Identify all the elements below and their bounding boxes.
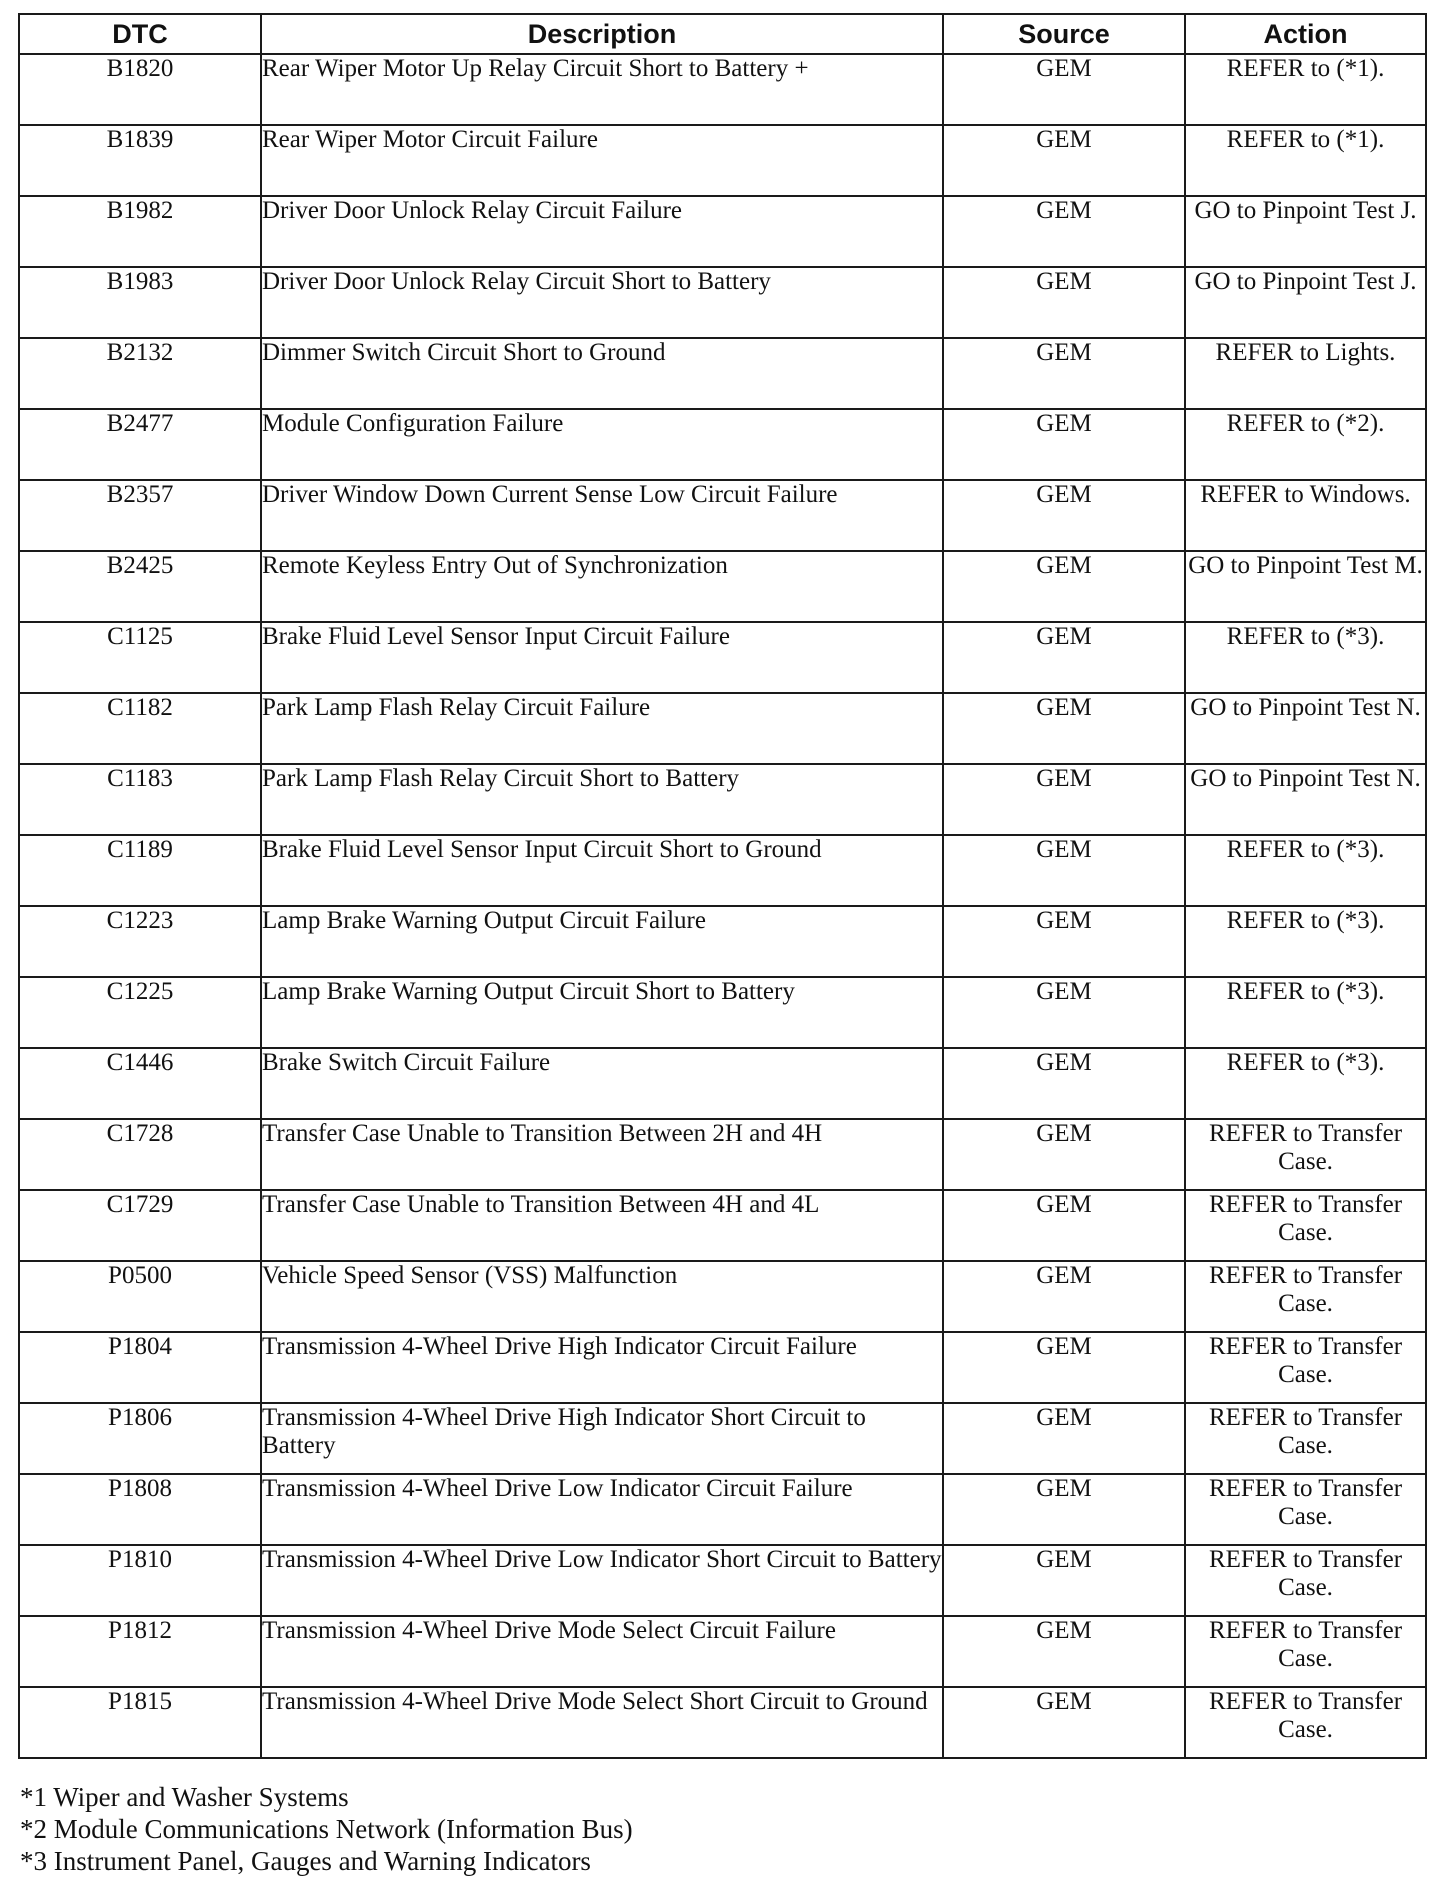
table-row (19, 835, 1426, 906)
cell-action: REFER to (*3). (1185, 622, 1426, 693)
cell-action: REFER to Lights. (1185, 338, 1426, 409)
cell-description: Transmission 4-Wheel Drive Low Indicator Circuit Failure (261, 1474, 943, 1545)
cell-dtc: B2357 (19, 480, 261, 551)
cell-dtc: B2425 (19, 551, 261, 622)
cell-description: Rear Wiper Motor Circuit Failure (261, 125, 943, 196)
cell-dtc: P1804 (19, 1332, 261, 1403)
cell-description: Driver Door Unlock Relay Circuit Failure (261, 196, 943, 267)
cell-source: GEM (943, 1474, 1185, 1545)
table-row (19, 977, 1426, 1048)
cell-source: GEM (943, 1119, 1185, 1190)
cell-description: Rear Wiper Motor Up Relay Circuit Short to Battery + (261, 54, 943, 125)
cell-action: REFER to Transfer Case. (1185, 1545, 1426, 1616)
cell-source: GEM (943, 1048, 1185, 1119)
cell-dtc: C1189 (19, 835, 261, 906)
cell-dtc: B2132 (19, 338, 261, 409)
cell-action: REFER to (*3). (1185, 835, 1426, 906)
cell-dtc: C1225 (19, 977, 261, 1048)
cell-action: GO to Pinpoint Test N. (1185, 764, 1426, 835)
cell-action: REFER to Transfer Case. (1185, 1687, 1426, 1758)
cell-action: REFER to Windows. (1185, 480, 1426, 551)
table-row (19, 1687, 1426, 1758)
footnote-1: *1 Wiper and Washer Systems (20, 1782, 349, 1812)
cell-dtc: C1728 (19, 1119, 261, 1190)
cell-action: GO to Pinpoint Test N. (1185, 693, 1426, 764)
cell-dtc: C1125 (19, 622, 261, 693)
cell-description: Driver Window Down Current Sense Low Circuit Failure (261, 480, 943, 551)
table-row (19, 54, 1426, 125)
cell-source: GEM (943, 622, 1185, 693)
cell-source: GEM (943, 1545, 1185, 1616)
cell-dtc: B2477 (19, 409, 261, 480)
cell-action: GO to Pinpoint Test J. (1185, 196, 1426, 267)
header-source: Source (943, 14, 1185, 54)
cell-source: GEM (943, 977, 1185, 1048)
cell-description: Lamp Brake Warning Output Circuit Failure (261, 906, 943, 977)
cell-source: GEM (943, 693, 1185, 764)
table-header-row (19, 14, 1426, 54)
dtc-table (18, 13, 1427, 1759)
cell-description: Transmission 4-Wheel Drive Low Indicator Short Circuit to Battery (261, 1545, 943, 1616)
cell-description: Brake Switch Circuit Failure (261, 1048, 943, 1119)
table-row (19, 906, 1426, 977)
table-row (19, 1474, 1426, 1545)
cell-source: GEM (943, 551, 1185, 622)
table-row (19, 1403, 1426, 1474)
cell-dtc: C1729 (19, 1190, 261, 1261)
cell-source: GEM (943, 480, 1185, 551)
table-row (19, 1545, 1426, 1616)
table-row (19, 1190, 1426, 1261)
cell-description: Brake Fluid Level Sensor Input Circuit Short to Ground (261, 835, 943, 906)
cell-description: Vehicle Speed Sensor (VSS) Malfunction (261, 1261, 943, 1332)
table-row (19, 409, 1426, 480)
cell-description: Transmission 4-Wheel Drive High Indicator Short Circuit to Battery (261, 1403, 943, 1474)
footnotes (20, 1781, 633, 1877)
table-row (19, 267, 1426, 338)
cell-description: Transmission 4-Wheel Drive Mode Select Circuit Failure (261, 1616, 943, 1687)
cell-action: REFER to Transfer Case. (1185, 1403, 1426, 1474)
cell-source: GEM (943, 125, 1185, 196)
header-description: Description (261, 14, 943, 54)
cell-action: REFER to Transfer Case. (1185, 1474, 1426, 1545)
cell-action: REFER to (*1). (1185, 125, 1426, 196)
header-action: Action (1185, 14, 1426, 54)
cell-action: GO to Pinpoint Test M. (1185, 551, 1426, 622)
cell-source: GEM (943, 196, 1185, 267)
table-row (19, 480, 1426, 551)
cell-dtc: P1806 (19, 1403, 261, 1474)
cell-description: Dimmer Switch Circuit Short to Ground (261, 338, 943, 409)
cell-dtc: P0500 (19, 1261, 261, 1332)
cell-dtc: B1820 (19, 54, 261, 125)
cell-dtc: B1839 (19, 125, 261, 196)
cell-dtc: P1810 (19, 1545, 261, 1616)
cell-source: GEM (943, 409, 1185, 480)
cell-description: Remote Keyless Entry Out of Synchronization (261, 551, 943, 622)
cell-action: REFER to (*1). (1185, 54, 1426, 125)
table-row (19, 338, 1426, 409)
cell-dtc: P1815 (19, 1687, 261, 1758)
cell-action: GO to Pinpoint Test J. (1185, 267, 1426, 338)
cell-source: GEM (943, 906, 1185, 977)
table-row (19, 551, 1426, 622)
cell-description: Module Configuration Failure (261, 409, 943, 480)
table-row (19, 622, 1426, 693)
cell-source: GEM (943, 54, 1185, 125)
cell-action: REFER to Transfer Case. (1185, 1119, 1426, 1190)
cell-description: Transfer Case Unable to Transition Between 2H and 4H (261, 1119, 943, 1190)
cell-source: GEM (943, 1332, 1185, 1403)
cell-source: GEM (943, 1616, 1185, 1687)
cell-description: Transmission 4-Wheel Drive Mode Select Short Circuit to Ground (261, 1687, 943, 1758)
header-dtc: DTC (19, 14, 261, 54)
cell-description: Lamp Brake Warning Output Circuit Short to Battery (261, 977, 943, 1048)
table-row (19, 1616, 1426, 1687)
cell-source: GEM (943, 1261, 1185, 1332)
cell-action: REFER to (*3). (1185, 906, 1426, 977)
table-row (19, 125, 1426, 196)
cell-source: GEM (943, 338, 1185, 409)
cell-source: GEM (943, 1403, 1185, 1474)
cell-action: REFER to Transfer Case. (1185, 1190, 1426, 1261)
cell-description: Transfer Case Unable to Transition Between 4H and 4L (261, 1190, 943, 1261)
cell-dtc: C1183 (19, 764, 261, 835)
cell-dtc: B1983 (19, 267, 261, 338)
cell-description: Park Lamp Flash Relay Circuit Short to Battery (261, 764, 943, 835)
table-row (19, 764, 1426, 835)
table-row (19, 1261, 1426, 1332)
table-body (19, 54, 1426, 1758)
table-row (19, 693, 1426, 764)
table-row (19, 1119, 1426, 1190)
cell-description: Park Lamp Flash Relay Circuit Failure (261, 693, 943, 764)
cell-action: REFER to Transfer Case. (1185, 1261, 1426, 1332)
cell-dtc: P1808 (19, 1474, 261, 1545)
cell-description: Transmission 4-Wheel Drive High Indicator Circuit Failure (261, 1332, 943, 1403)
cell-description: Driver Door Unlock Relay Circuit Short to Battery (261, 267, 943, 338)
cell-source: GEM (943, 764, 1185, 835)
cell-dtc: C1446 (19, 1048, 261, 1119)
footnote-2: *2 Module Communications Network (Information Bus) (20, 1814, 633, 1844)
footnote-3: *3 Instrument Panel, Gauges and Warning Indicators (20, 1846, 591, 1876)
cell-dtc: C1182 (19, 693, 261, 764)
cell-dtc: C1223 (19, 906, 261, 977)
cell-action: REFER to (*3). (1185, 977, 1426, 1048)
cell-source: GEM (943, 1687, 1185, 1758)
table-row (19, 196, 1426, 267)
cell-action: REFER to (*2). (1185, 409, 1426, 480)
table-row (19, 1048, 1426, 1119)
cell-source: GEM (943, 267, 1185, 338)
cell-action: REFER to (*3). (1185, 1048, 1426, 1119)
cell-source: GEM (943, 835, 1185, 906)
cell-source: GEM (943, 1190, 1185, 1261)
cell-action: REFER to Transfer Case. (1185, 1332, 1426, 1403)
cell-action: REFER to Transfer Case. (1185, 1616, 1426, 1687)
table-row (19, 1332, 1426, 1403)
cell-description: Brake Fluid Level Sensor Input Circuit Failure (261, 622, 943, 693)
cell-dtc: B1982 (19, 196, 261, 267)
cell-dtc: P1812 (19, 1616, 261, 1687)
